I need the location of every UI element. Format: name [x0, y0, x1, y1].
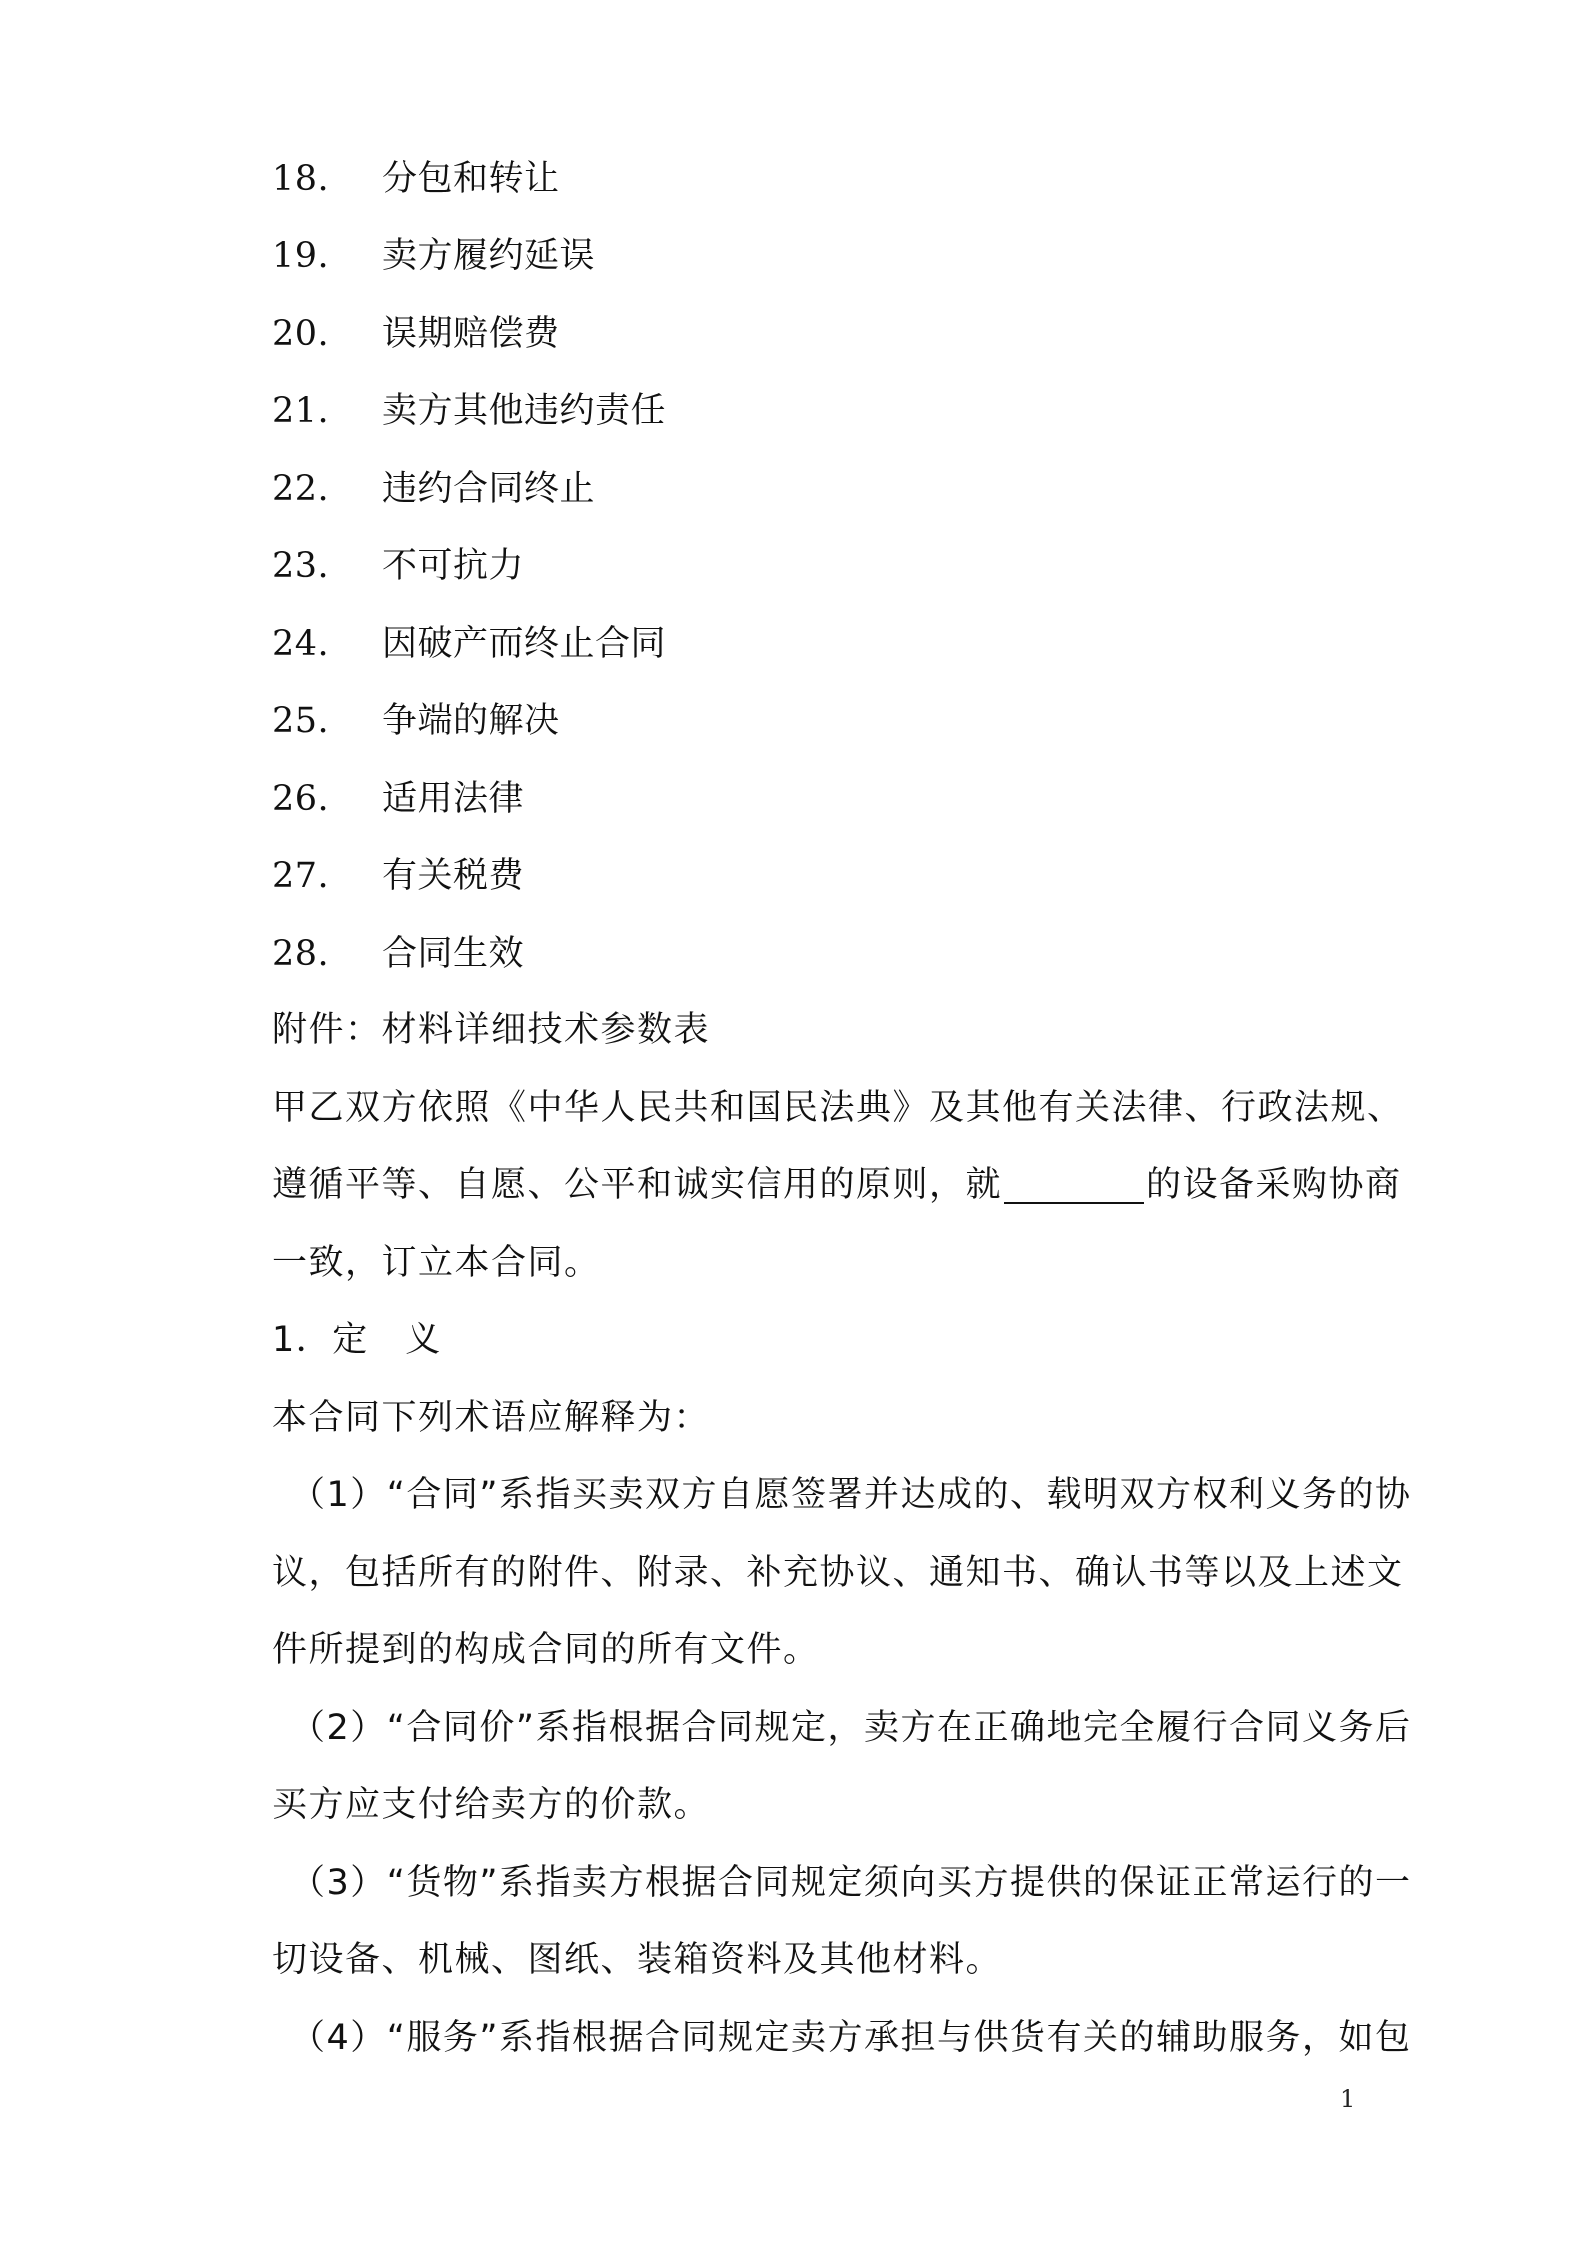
toc-title: 适用法律	[382, 778, 525, 819]
toc-item	[272, 605, 1372, 683]
toc-number: 20.	[272, 313, 330, 354]
definition-3-line-2: 切设备、机械、图纸、装箱资料及其他材料。	[272, 1940, 1003, 1980]
toc-number: 22.	[272, 468, 330, 509]
toc-item	[272, 140, 1372, 218]
toc-item	[272, 528, 1372, 606]
toc-number: 25.	[272, 701, 330, 742]
toc-item	[272, 373, 1372, 451]
toc-number: 26.	[272, 778, 330, 819]
preamble-line-3: 一致，订立本合同。	[272, 1242, 601, 1283]
toc-title: 因破产而终止合同	[382, 623, 667, 664]
toc-item	[272, 838, 1372, 916]
attachment-line: 附件：材料详细技术参数表	[272, 1010, 711, 1050]
toc-number: 28.	[272, 933, 330, 974]
toc-title: 分包和转让	[382, 158, 560, 199]
section-heading: 1．定 义	[272, 1320, 442, 1360]
toc-title: 不可抗力	[382, 546, 525, 587]
toc-title: 争端的解决	[382, 701, 560, 742]
toc-item	[272, 683, 1372, 761]
page-number: 1	[1340, 2085, 1356, 2113]
preamble-line-2	[272, 1147, 1402, 1225]
toc-number: 19.	[272, 236, 330, 277]
toc-title: 合同生效	[382, 933, 525, 974]
definition-4-line-1: （4）“服务”系指根据合同规定卖方承担与供货有关的辅助服务，如包	[290, 2017, 1412, 2058]
section-intro: 本合同下列术语应解释为：	[272, 1397, 711, 1438]
toc-item	[272, 450, 1372, 528]
toc-number: 27.	[272, 856, 330, 897]
contract-body	[272, 992, 1412, 2077]
table-of-contents	[272, 140, 1372, 993]
definition-2-line-1: （2）“合同价”系指根据合同规定，卖方在正确地完全履行合同义务后	[290, 1707, 1412, 1748]
preamble-line-1: 甲乙双方依照《中华人民共和国民法典》及其他有关法律、行政法规、	[272, 1087, 1404, 1128]
definition-2-line-2: 买方应支付给卖方的价款。	[272, 1785, 711, 1825]
toc-title: 卖方履约延误	[382, 236, 596, 277]
toc-item	[272, 760, 1372, 838]
toc-title: 违约合同终止	[382, 468, 596, 509]
toc-title: 误期赔偿费	[382, 313, 560, 354]
definition-1-line-3: 件所提到的构成合同的所有文件。	[272, 1630, 820, 1670]
toc-number: 23.	[272, 546, 330, 587]
definition-1-line-1: （1）“合同”系指买卖双方自愿签署并达成的、载明双方权利义务的协	[290, 1475, 1412, 1515]
toc-number: 24.	[272, 623, 330, 664]
definition-3-line-1: （3）“货物”系指卖方根据合同规定须向买方提供的保证正常运行的一	[290, 1862, 1412, 1903]
toc-title: 有关税费	[382, 856, 525, 897]
toc-item	[272, 295, 1372, 373]
toc-number: 18.	[272, 158, 330, 199]
preamble-text-after-blank: 的设备采购协商	[1146, 1165, 1402, 1205]
toc-item	[272, 915, 1372, 993]
toc-item	[272, 218, 1372, 296]
preamble-text-before-blank: 遵循平等、自愿、公平和诚实信用的原则，就	[272, 1165, 1003, 1205]
toc-number: 21.	[272, 391, 330, 432]
toc-title: 卖方其他违约责任	[382, 391, 667, 432]
project-name-blank[interactable]	[1004, 1156, 1144, 1204]
definition-1-line-2: 议，包括所有的附件、附录、补充协议、通知书、确认书等以及上述文	[272, 1552, 1404, 1593]
